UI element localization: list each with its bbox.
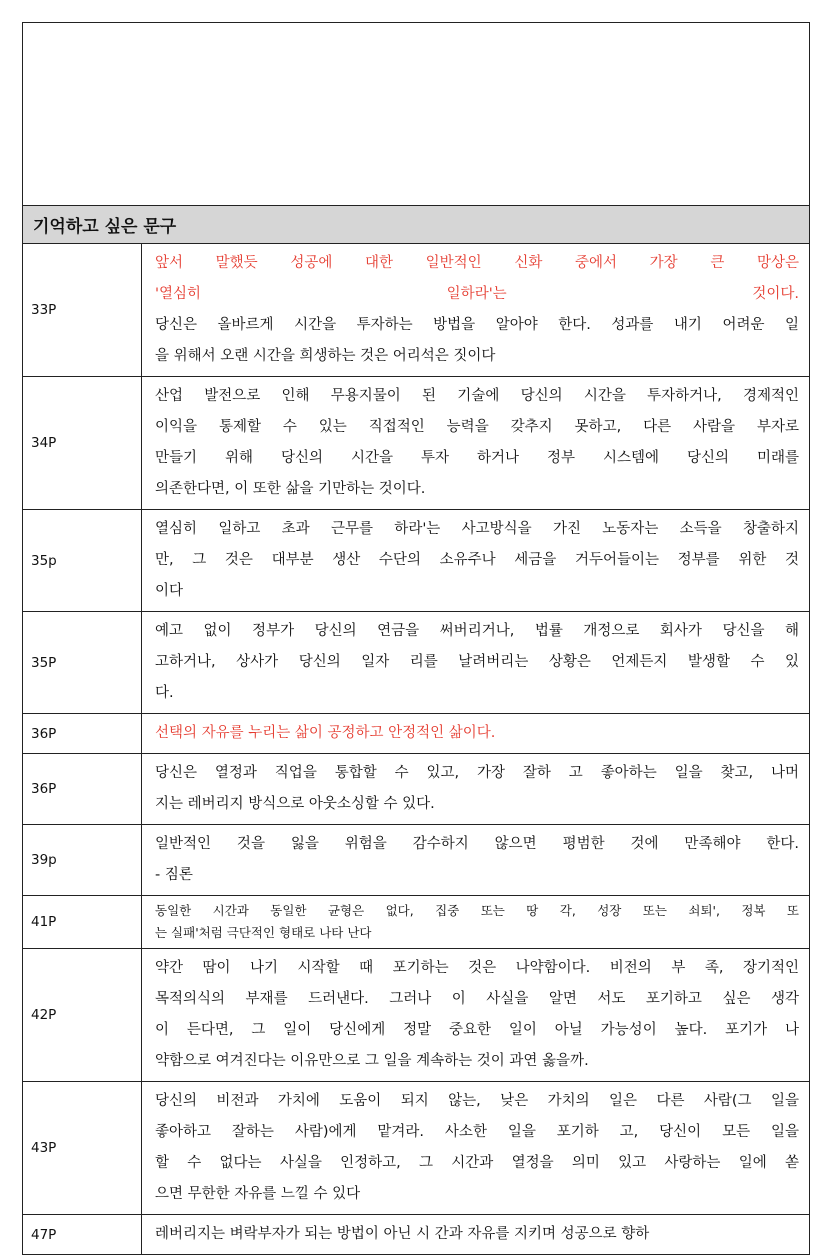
quote-line: 고하거나, 상사가 당신의 일자 리를 날려버리는 상황은 언제든지 발생할 수 있 [155, 654, 799, 670]
quote-text [142, 377, 810, 510]
page-number: 34P [23, 377, 142, 510]
table-row [23, 949, 810, 1082]
highlighted-quote-line: 선택의 자유를 누리는 삶이 공정하고 안정적인 삶이다. [155, 725, 496, 741]
quote-line: 이익을 통제할 수 있는 직접적인 능력을 갖추지 못하고, 다른 사람을 부자로 [155, 419, 799, 435]
quote-line: 만들기 위해 당신의 시간을 투자 하거나 정부 시스템에 당신의 미래를 [155, 450, 799, 466]
page-number: 42P [23, 949, 142, 1082]
quote-line: 지는 레버리지 방식으로 아웃소싱할 수 있다. [155, 796, 435, 812]
highlighted-quote-line: '열심히 일하라'는 것이다. [155, 286, 799, 302]
quote-line: 는 실패'처럼 극단적인 형태로 나타 난다 [155, 925, 372, 940]
section-title: 기억하고 싶은 문구 [23, 206, 810, 244]
page-number: 35P [23, 612, 142, 714]
quote-line: 일반적인 것을 잃을 위험을 감수하지 않으면 평범한 것에 만족해야 한다. [155, 836, 799, 852]
quote-line: 목적의식의 부재를 드러낸다. 그러나 이 사실을 알면 서도 포기하고 싶은 생각 [155, 991, 799, 1007]
document-sheet [22, 22, 809, 1255]
table-row [23, 612, 810, 714]
quote-line: 좋아하고 잘하는 사람)에게 맡겨라. 사소한 일을 포기하 고, 당신이 모든 일을 [155, 1124, 799, 1140]
table-row [23, 1215, 810, 1255]
table-row [23, 896, 810, 949]
quote-line: 이다 [155, 583, 184, 599]
quote-line: 약함으로 여겨진다는 이유만으로 그 일을 계속하는 것이 과연 옳을까. [155, 1053, 589, 1069]
quote-text [142, 612, 810, 714]
quote-line: - 짐론 [155, 867, 193, 883]
quote-line: 산업 발전으로 인해 무용지물이 된 기술에 당신의 시간을 투자하거나, 경제적인 [155, 388, 799, 404]
quote-line: 당신은 열정과 직업을 통합할 수 있고, 가장 잘하 고 좋아하는 일을 찾고, 나머 [155, 765, 799, 781]
quote-text [142, 244, 810, 377]
page-number: 33P [23, 244, 142, 377]
quote-line: 으면 무한한 자유를 느낄 수 있다 [155, 1186, 361, 1202]
quote-text [142, 510, 810, 612]
section-header-row [23, 206, 810, 244]
page-number: 47P [23, 1215, 142, 1255]
table-row [23, 510, 810, 612]
quote-line: 다. [155, 685, 174, 701]
quote-line: 당신의 비전과 가치에 도움이 되지 않는, 낮은 가치의 일은 다른 사람(그 일을 [155, 1093, 799, 1109]
quotes-table-body [23, 23, 810, 1255]
page-number: 35p [23, 510, 142, 612]
quote-text [142, 714, 810, 754]
page-number: 36P [23, 714, 142, 754]
quote-text [142, 896, 810, 949]
quote-text [142, 1082, 810, 1215]
table-row [23, 754, 810, 825]
page-number: 43P [23, 1082, 142, 1215]
quote-line: 이 든다면, 그 일이 당신에게 정말 중요한 일이 아닐 가능성이 높다. 포기가 나 [155, 1022, 799, 1038]
page-number: 36P [23, 754, 142, 825]
blank-area [23, 23, 810, 206]
page-number: 39p [23, 825, 142, 896]
quote-text [142, 949, 810, 1082]
table-row [23, 825, 810, 896]
table-row [23, 244, 810, 377]
quote-line: 을 위해서 오랜 시간을 희생하는 것은 어리석은 짓이다 [155, 348, 496, 364]
quote-line: 예고 없이 정부가 당신의 연금을 써버리거나, 법률 개정으로 회사가 당신을 해 [155, 623, 799, 639]
page-number: 41P [23, 896, 142, 949]
quote-line: 열심히 일하고 초과 근무를 하라'는 사고방식을 가진 노동자는 소득을 창출하지 [155, 521, 799, 537]
quote-text [142, 754, 810, 825]
quote-line: 의존한다면, 이 또한 삶을 기만하는 것이다. [155, 481, 426, 497]
quote-line: 레버리지는 벼락부자가 되는 방법이 아닌 시 간과 자유를 지키며 성공으로 향하 [155, 1226, 650, 1242]
quote-line: 동일한 시간과 동일한 균형은 없다, 집중 또는 땅 각, 성장 또는 쇠퇴', 정복 또 [155, 903, 799, 918]
quote-line: 약간 땀이 나기 시작할 때 포기하는 것은 나약함이다. 비전의 부 족, 장기적인 [155, 960, 799, 976]
table-row [23, 1082, 810, 1215]
quote-line: 할 수 없다는 사실을 인정하고, 그 시간과 열정을 의미 있고 사랑하는 일에 쏟 [155, 1155, 799, 1171]
quotes-table [22, 22, 810, 1255]
quote-text [142, 1215, 810, 1255]
table-row [23, 377, 810, 510]
table-row [23, 714, 810, 754]
blank-row [23, 23, 810, 206]
highlighted-quote-line: 앞서 말했듯 성공에 대한 일반적인 신화 중에서 가장 큰 망상은 [155, 255, 799, 271]
quote-text [142, 825, 810, 896]
quote-line: 당신은 올바르게 시간을 투자하는 방법을 알아야 한다. 성과를 내기 어려운 일 [155, 317, 799, 333]
quote-line: 만, 그 것은 대부분 생산 수단의 소유주나 세금을 거두어들이는 정부를 위한 것 [155, 552, 799, 568]
